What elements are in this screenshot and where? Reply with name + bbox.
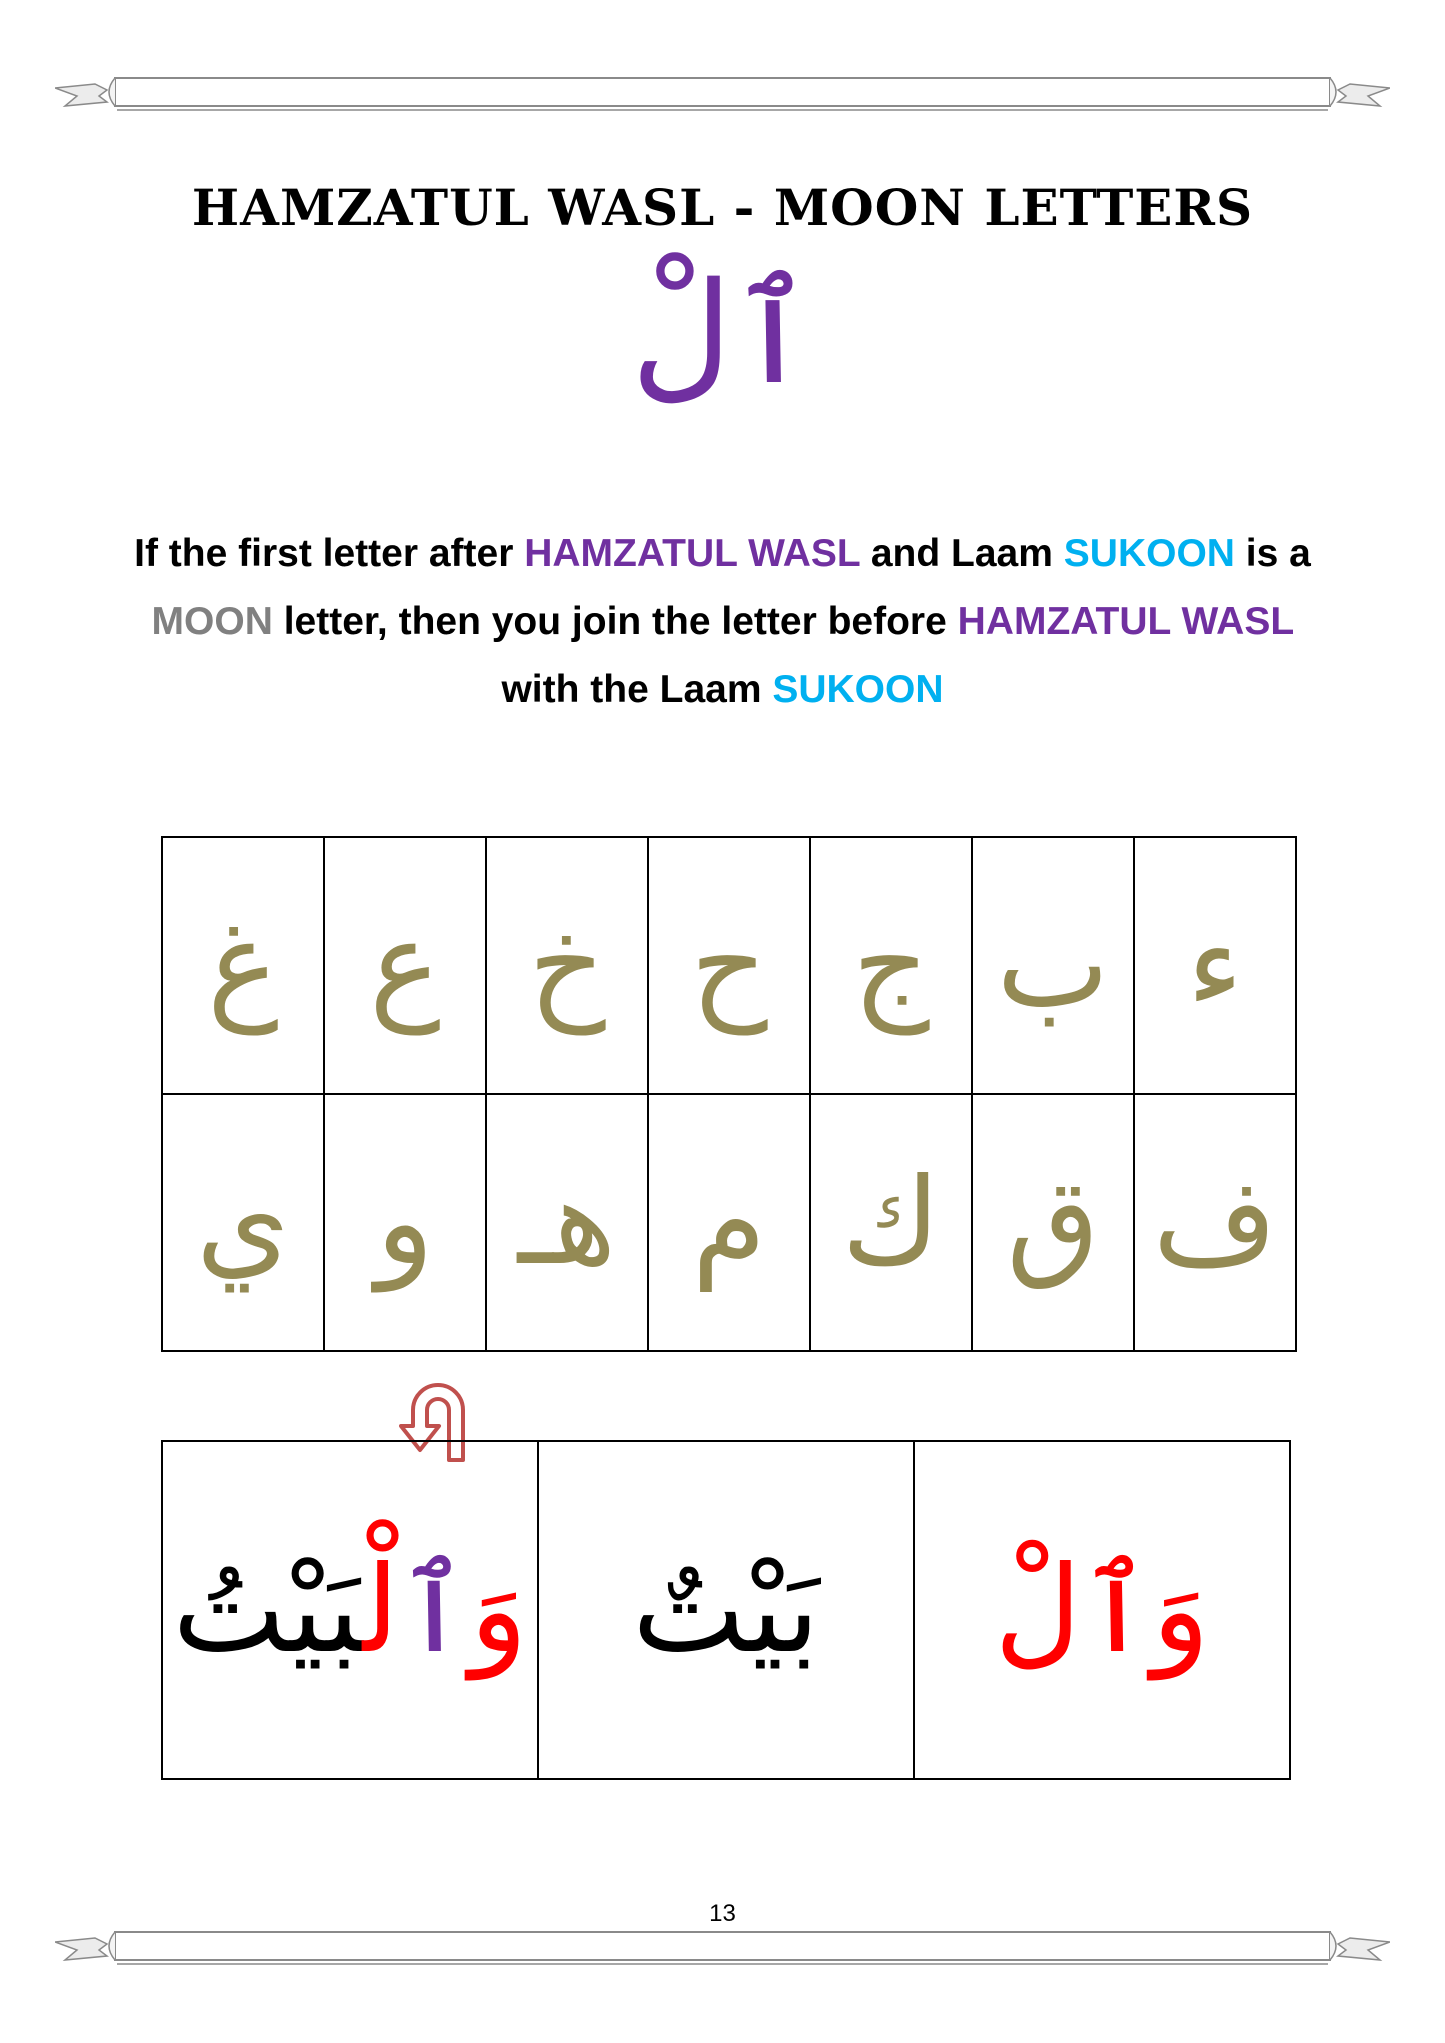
example-cell-wa-al [914, 1441, 1290, 1779]
page-number: 13 [709, 1900, 736, 1927]
moon-letter-cell: و [324, 1094, 486, 1351]
moon-letter-cell: ب [972, 837, 1134, 1094]
rule-text-1: If the first letter after [134, 532, 525, 575]
moon-letter-cell: غ [162, 837, 324, 1094]
example-combined-bayt: بَيْتُ [172, 1540, 363, 1680]
rule-paragraph [120, 520, 1325, 724]
moon-letters-table [161, 836, 1297, 1352]
moon-letter-cell: ك [810, 1094, 972, 1351]
rule-hamzatul-wasl-2: HAMZATUL WASL [957, 600, 1294, 643]
moon-letter-cell: ي [162, 1094, 324, 1351]
moon-letter-cell: م [648, 1094, 810, 1351]
example-cell-bayt [538, 1441, 914, 1779]
moon-letter-cell: ح [648, 837, 810, 1094]
example-table [161, 1440, 1291, 1780]
example-combined [172, 1541, 527, 1680]
example-combined-laam: لْ [362, 1540, 400, 1680]
decorative-scroll-banner-bottom [55, 1930, 1390, 1970]
moon-letter-cell: خ [486, 837, 648, 1094]
example-combined-alif: ٱ [399, 1540, 470, 1680]
moon-letter-cell: ق [972, 1094, 1134, 1351]
decorative-scroll-banner-top [55, 76, 1390, 116]
example-wa-al-al: ٱلْ [994, 1540, 1152, 1680]
moon-letter-cell: ء [1134, 837, 1296, 1094]
rule-text-4: letter, then you join the letter before [272, 600, 958, 643]
rule-hamzatul-wasl-1: HAMZATUL WASL [524, 532, 861, 575]
example-wa-al [994, 1541, 1209, 1680]
page-title: HAMZATUL WASL - MOON LETTERS [191, 178, 1254, 237]
moon-letters-row-1 [162, 837, 1296, 1094]
rule-text-3: is a [1234, 532, 1311, 575]
example-cell-combined [162, 1441, 538, 1779]
rule-text-5: with the Laam [501, 668, 773, 711]
rule-sukoon-1: SUKOON [1063, 532, 1235, 575]
example-row [162, 1441, 1290, 1779]
example-wa-al-wa: وَ [1151, 1540, 1210, 1680]
hamzatul-wasl-laam-glyph: ٱلْ [630, 253, 815, 416]
rule-moon: MOON [151, 600, 273, 643]
moon-letter-cell: ف [1134, 1094, 1296, 1351]
rule-sukoon-2: SUKOON [772, 668, 944, 711]
moon-letter-cell: ع [324, 837, 486, 1094]
moon-letters-row-2 [162, 1094, 1296, 1351]
moon-letter-cell: هـ [486, 1094, 648, 1351]
moon-letter-cell: ج [810, 837, 972, 1094]
example-combined-wa: وَ [469, 1540, 528, 1680]
example-bayt: بَيْتٌ [632, 1540, 820, 1680]
rule-text-2: and Laam [860, 532, 1064, 575]
